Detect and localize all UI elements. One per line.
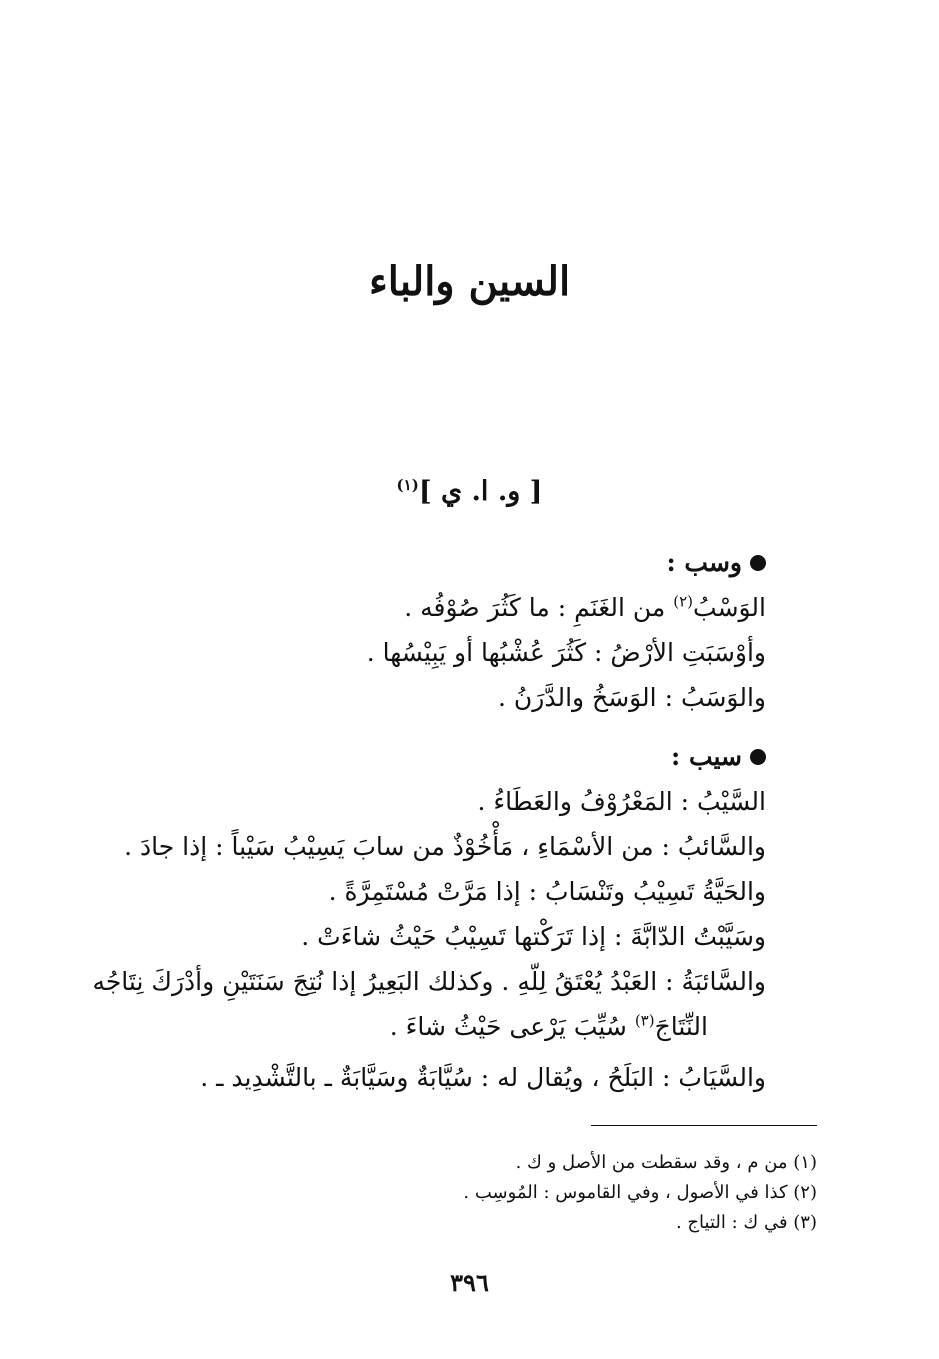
entry-headword: وسب : <box>666 548 742 577</box>
footnote-1: (١) من م ، وقد سقطت من الأصل و ك . <box>515 1152 817 1173</box>
entry-line: وأوْسَبَتِ الأرْضُ : كَثُرَ عُشْبُها أو يَبِيْسُها . <box>366 638 766 667</box>
footnote-ref-1[interactable]: (١) <box>396 476 419 494</box>
entry-spacer <box>86 720 766 734</box>
footnote-3: (٣) في ك : التياج . <box>675 1212 817 1233</box>
footnote-ref-3[interactable]: (٣) <box>634 1011 655 1030</box>
entry-line: والسَّيَابُ : البَلَحُ ، ويُقال له : سُيَّابَةٌ وسَيَّابَةٌ ـ بالتَّشْدِيد ـ . <box>200 1063 766 1092</box>
entry-heading-sayb <box>86 734 766 779</box>
entry-line: والحَيَّةُ تَسِيْبُ وتَنْسَابُ : إذا مَرَّتْ مُسْتَمِرَّةً . <box>328 877 766 906</box>
entry-line: والوَسَبُ : الوَسَخُ والدَّرَنُ . <box>498 683 766 712</box>
bullet-icon <box>750 555 766 571</box>
entry-line <box>86 585 766 630</box>
root-label: [ و. ا. ي ] <box>418 476 543 507</box>
footnote-2: (٢) كذا في الأصول ، وفي القاموس : المُوسِب . <box>463 1182 817 1203</box>
entry-line: والسَّائبُ : من الأسْمَاءِ ، مَأْخُوْذٌ من سابَ يَسِيْبُ سَيْباً : إذا جادَ . <box>124 832 766 861</box>
entry-line: السَّيْبُ : المَعْرُوْفُ والعَطَاءُ . <box>477 787 766 816</box>
line-text: الوَسْبُ <box>693 593 766 622</box>
page-number: ٣٩٦ <box>450 1268 489 1297</box>
entry-line: والسَّائبَةُ : العَبْدُ يُعْتَقُ لِلّهِ . وكذلك البَعِيرُ إذا نُتِجَ سَنَتَيْنِ وأدْرَكَ نِتَاجُه <box>92 967 766 996</box>
entry-line-continuation <box>0 1004 708 1049</box>
entry-heading-wasb <box>86 540 766 585</box>
footnote-ref-2[interactable]: (٢) <box>673 592 694 611</box>
dictionary-body <box>86 540 766 1100</box>
line-text: سُيِّبَ يَرْعى حَيْثُ شاءَ . <box>389 1012 635 1041</box>
entry-headword: سيب : <box>671 742 742 771</box>
chapter-title: السين والباء <box>368 258 571 305</box>
line-text: النِّتَاجَ <box>654 1012 708 1041</box>
footnote-divider <box>591 1125 817 1126</box>
bullet-icon <box>750 749 766 765</box>
footnotes <box>217 1148 817 1238</box>
root-heading <box>0 476 939 507</box>
entry-line: وسَيَّبْتُ الدّابَّةَ : إذا تَرَكْتها تَسِيْبُ حَيْثُ شاءَتْ . <box>301 922 766 951</box>
line-text: من الغَنَمِ : ما كَثُرَ صُوْفُه . <box>404 593 674 622</box>
